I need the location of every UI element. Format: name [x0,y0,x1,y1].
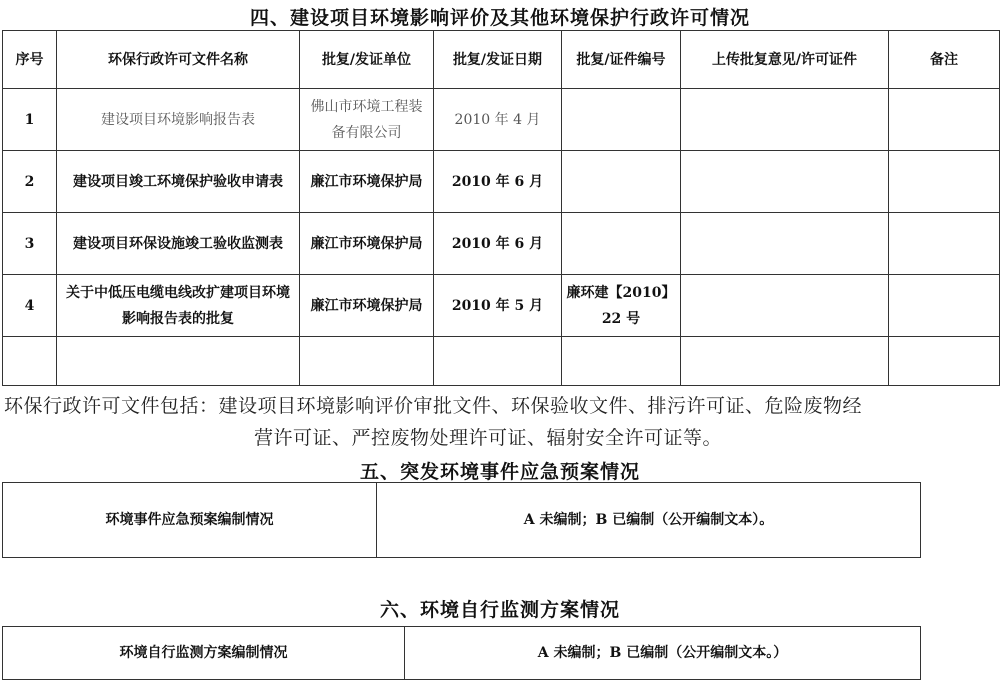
row-seq: 3 [3,213,57,275]
row-remark [889,89,1000,151]
row-date: 2010 年 4 月 [434,89,562,151]
monitoring-plan-table [2,626,921,680]
emergency-plan-label: 环境事件应急预案编制情况 [3,483,377,558]
header-upload: 上传批复意见/许可证件 [681,31,889,89]
table-row [3,627,921,680]
table-row [3,213,1000,275]
table-row [3,89,1000,151]
header-unit: 批复/发证单位 [300,31,434,89]
row-remark [889,275,1000,337]
row-upload[interactable] [681,89,889,151]
row-code [562,213,681,275]
permit-note-line1: 环保行政许可文件包括：建设项目环境影响评价审批文件、环保验收文件、排污许可证、危险废物经 [4,395,863,417]
row-date: 2010 年 6 月 [434,151,562,213]
row-seq: 1 [3,89,57,151]
table-row [3,483,921,558]
row-seq: 2 [3,151,57,213]
header-code: 批复/证件编号 [562,31,681,89]
permits-table [2,30,1000,386]
table-row [3,151,1000,213]
empty-cell [57,337,300,386]
row-seq: 4 [3,275,57,337]
header-doc-name: 环保行政许可文件名称 [57,31,300,89]
empty-cell [562,337,681,386]
row-date: 2010 年 6 月 [434,213,562,275]
row-unit: 廉江市环境保护局 [300,275,434,337]
row-upload[interactable] [681,151,889,213]
permit-note-line2: 营许可证、严控废物处理许可证、辐射安全许可证等。 [254,427,723,449]
section5-title: 五、突发环境事件应急预案情况 [359,461,640,483]
table-row-empty [3,337,1000,386]
empty-cell [889,337,1000,386]
monitoring-plan-value: A 未编制；B 已编制（公开编制文本。） [405,627,921,680]
row-date: 2010 年 5 月 [434,275,562,337]
row-unit: 佛山市环境工程装备有限公司 [300,89,434,151]
row-unit: 廉江市环境保护局 [300,213,434,275]
empty-cell[interactable] [681,337,889,386]
table-header-row [3,31,1000,89]
empty-cell [3,337,57,386]
section6-title: 六、环境自行监测方案情况 [379,599,620,621]
header-date: 批复/发证日期 [434,31,562,89]
row-doc-name: 建设项目环境影响报告表 [57,89,300,151]
emergency-plan-value: A 未编制；B 已编制（公开编制文本）。 [377,483,921,558]
permit-note [4,390,998,454]
empty-cell [434,337,562,386]
section4-title: 四、建设项目环境影响评价及其他环境保护行政许可情况 [249,7,750,29]
header-seq: 序号 [3,31,57,89]
row-doc-name: 关于中低压电缆电线改扩建项目环境影响报告表的批复 [57,275,300,337]
row-doc-name: 建设项目环保设施竣工验收监测表 [57,213,300,275]
emergency-plan-table [2,482,921,558]
empty-cell [300,337,434,386]
row-code [562,151,681,213]
row-code [562,89,681,151]
row-code: 廉环建【2010】22 号 [562,275,681,337]
monitoring-plan-label: 环境自行监测方案编制情况 [3,627,405,680]
row-upload[interactable] [681,213,889,275]
table-row [3,275,1000,337]
row-remark [889,213,1000,275]
row-unit: 廉江市环境保护局 [300,151,434,213]
row-doc-name: 建设项目竣工环境保护验收申请表 [57,151,300,213]
row-remark [889,151,1000,213]
row-upload[interactable] [681,275,889,337]
header-remark: 备注 [889,31,1000,89]
